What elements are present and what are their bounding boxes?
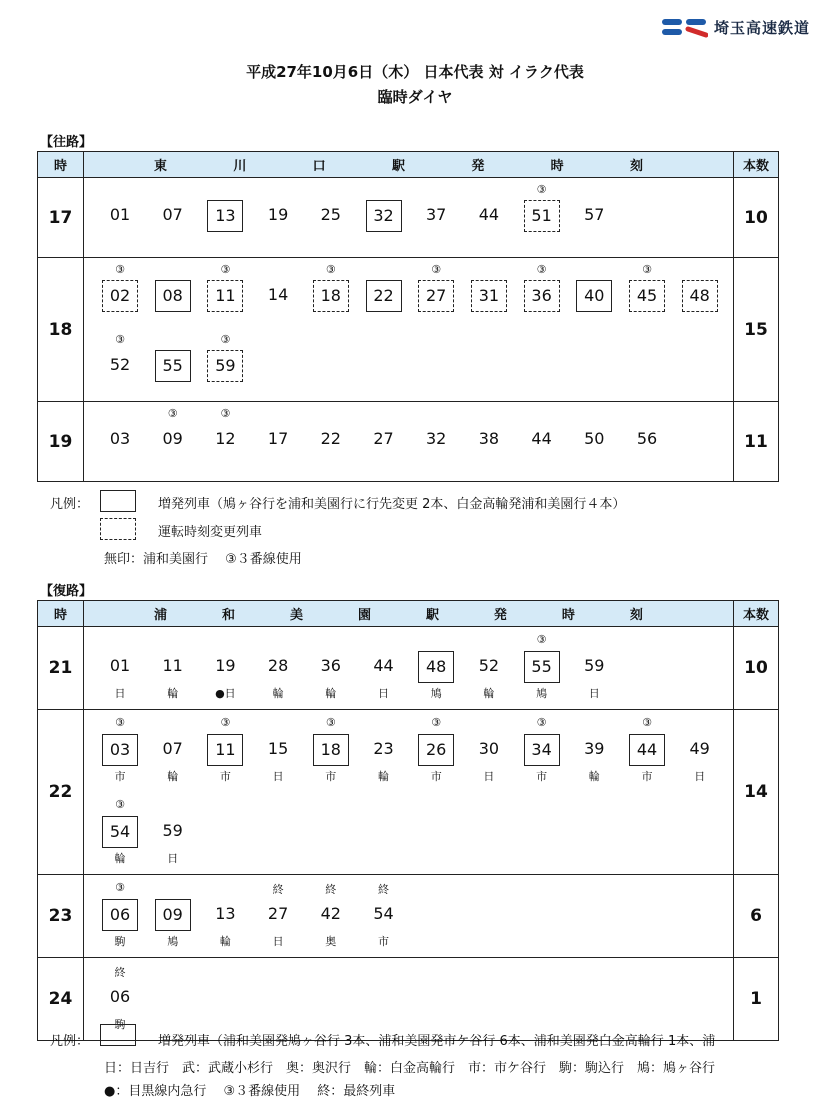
count-header: 本数 bbox=[734, 601, 779, 627]
departure-minute: 15 bbox=[267, 739, 289, 758]
departure-time bbox=[205, 710, 245, 792]
times-line bbox=[84, 627, 733, 709]
departure-time bbox=[205, 627, 245, 709]
hour-cell: 19 bbox=[38, 402, 84, 482]
station-header-char: 発 bbox=[493, 608, 507, 623]
destination-abbr: 市 bbox=[378, 935, 389, 948]
departure-minute: 08 bbox=[155, 280, 191, 312]
departure-minute: 39 bbox=[584, 739, 605, 758]
departure-time bbox=[100, 627, 140, 709]
departure-time bbox=[100, 875, 140, 957]
departure-minute: 11 bbox=[207, 280, 243, 312]
times-cell bbox=[84, 875, 734, 958]
destination-abbr: 鳩 bbox=[536, 687, 548, 700]
outbound-legend-box: 増発列車（鳩ヶ谷行を浦和美園行に行先変更 2本、白金高輪発浦和美園行４本） bbox=[158, 497, 626, 512]
station-header-char: 時 bbox=[561, 608, 575, 623]
inbound-label: 【復路】 bbox=[40, 584, 93, 599]
hour-row bbox=[38, 875, 779, 958]
departure-time bbox=[469, 402, 509, 472]
departure-minute: 25 bbox=[320, 205, 341, 224]
time-marker: ③ bbox=[536, 633, 547, 646]
time-marker: ③ bbox=[536, 263, 547, 276]
sr-logo-icon bbox=[662, 16, 708, 38]
count-cell: 14 bbox=[734, 710, 779, 875]
departure-minute: 31 bbox=[471, 280, 507, 312]
departure-time bbox=[100, 178, 140, 248]
page-subtitle: 臨時ダイヤ bbox=[377, 88, 453, 106]
departure-time bbox=[205, 328, 245, 398]
outbound-label: 【往路】 bbox=[40, 135, 93, 150]
times-line bbox=[84, 875, 733, 957]
departure-minute: 59 bbox=[162, 821, 183, 840]
destination-abbr: 日 bbox=[272, 935, 284, 948]
time-marker: ③ bbox=[536, 716, 547, 729]
departure-time bbox=[311, 178, 351, 248]
departure-time bbox=[205, 402, 245, 472]
departure-minute: 42 bbox=[320, 904, 341, 923]
station-header-char: 刻 bbox=[629, 608, 643, 623]
time-marker: ③ bbox=[642, 716, 652, 729]
hour-row bbox=[38, 178, 779, 258]
time-marker: ③ bbox=[325, 263, 336, 276]
station-header bbox=[84, 152, 734, 178]
count-cell: 10 bbox=[734, 627, 779, 710]
station-header-char: 時 bbox=[550, 159, 564, 174]
departure-minute: 59 bbox=[584, 656, 605, 675]
destination-abbr: 駒 bbox=[114, 1018, 126, 1031]
departure-minute: 48 bbox=[682, 280, 718, 312]
station-header-char: 発 bbox=[471, 159, 485, 174]
departure-time bbox=[258, 627, 298, 709]
departure-minute: 02 bbox=[102, 280, 138, 312]
departure-minute: 55 bbox=[155, 350, 191, 382]
departure-time bbox=[258, 258, 298, 328]
destination-abbr: 輪 bbox=[219, 935, 231, 948]
departure-minute: 44 bbox=[373, 656, 394, 675]
hour-cell: 17 bbox=[38, 178, 84, 258]
departure-time bbox=[522, 178, 562, 248]
outbound-legend-dash: 運転時刻変更列車 bbox=[158, 525, 263, 540]
departure-minute: 27 bbox=[418, 280, 454, 312]
destination-abbr: 輪 bbox=[325, 687, 337, 700]
station-header bbox=[84, 601, 734, 627]
departure-time bbox=[364, 258, 404, 328]
departure-minute: 44 bbox=[478, 205, 500, 224]
hour-row bbox=[38, 710, 779, 875]
departure-minute: 01 bbox=[109, 205, 131, 224]
outbound-timetable bbox=[37, 151, 779, 482]
count-cell: 6 bbox=[734, 875, 779, 958]
times-cell bbox=[84, 958, 734, 1041]
destination-abbr: 日 bbox=[114, 687, 126, 700]
departure-time bbox=[258, 710, 298, 792]
departure-minute: 37 bbox=[426, 205, 447, 224]
departure-time bbox=[258, 178, 298, 248]
departure-time bbox=[205, 258, 245, 328]
legend-dash-sample bbox=[100, 518, 136, 540]
destination-abbr: 輪 bbox=[167, 687, 179, 700]
departure-time bbox=[153, 178, 193, 248]
departure-minute: 36 bbox=[524, 280, 560, 312]
count-cell: 11 bbox=[734, 402, 779, 482]
departure-time bbox=[522, 258, 562, 328]
station-header-char: 和 bbox=[221, 608, 235, 623]
departure-minute: 22 bbox=[366, 280, 402, 312]
departure-time bbox=[469, 178, 509, 248]
time-marker: ③ bbox=[536, 183, 547, 196]
destination-abbr: ●日 bbox=[215, 687, 236, 700]
departure-time bbox=[153, 710, 193, 792]
hour-row bbox=[38, 402, 779, 482]
departure-minute: 03 bbox=[102, 734, 138, 766]
hour-header: 時 bbox=[38, 601, 84, 627]
times-line bbox=[84, 178, 733, 248]
departure-minute: 50 bbox=[584, 429, 605, 448]
departure-time bbox=[574, 178, 614, 248]
station-header-char: 刻 bbox=[629, 159, 643, 174]
time-marker: ③ bbox=[115, 881, 125, 894]
hour-cell: 22 bbox=[38, 710, 84, 875]
departure-time bbox=[153, 258, 193, 328]
station-header-char: 浦 bbox=[154, 608, 168, 623]
legend-box-sample bbox=[100, 490, 136, 512]
count-cell: 15 bbox=[734, 258, 779, 402]
departure-time bbox=[627, 710, 667, 792]
times-line bbox=[84, 328, 733, 398]
destination-abbr: 鳩 bbox=[167, 935, 179, 948]
time-marker: ③ bbox=[325, 716, 336, 729]
departure-time bbox=[364, 875, 404, 957]
departure-time bbox=[416, 402, 456, 472]
destination-abbr: 鳩 bbox=[430, 687, 442, 700]
departure-time bbox=[416, 258, 456, 328]
destination-abbr: 輪 bbox=[378, 770, 389, 783]
departure-time bbox=[469, 627, 509, 709]
departure-time bbox=[311, 258, 351, 328]
departure-time bbox=[311, 402, 351, 472]
departure-time bbox=[574, 710, 614, 792]
count-cell: 1 bbox=[734, 958, 779, 1041]
departure-minute: 09 bbox=[162, 429, 183, 448]
departure-minute: 51 bbox=[524, 200, 560, 232]
count-header: 本数 bbox=[734, 152, 779, 178]
inbound-timetable bbox=[37, 600, 779, 1041]
departure-time bbox=[258, 875, 298, 957]
departure-minute: 19 bbox=[267, 205, 289, 224]
departure-minute: 09 bbox=[155, 899, 191, 931]
departure-minute: 06 bbox=[102, 899, 138, 931]
count-cell: 10 bbox=[734, 178, 779, 258]
destination-abbr: 市 bbox=[641, 770, 653, 783]
departure-time bbox=[680, 258, 720, 328]
station-header-char: 美 bbox=[289, 608, 303, 623]
departure-time bbox=[153, 627, 193, 709]
departure-time bbox=[205, 875, 245, 957]
departure-minute: 18 bbox=[313, 280, 349, 312]
inbound-legend-label: 凡例： bbox=[50, 1034, 90, 1049]
departure-time bbox=[627, 258, 667, 328]
time-marker: ③ bbox=[115, 263, 125, 276]
times-cell bbox=[84, 258, 734, 402]
time-marker: ③ bbox=[220, 716, 231, 729]
departure-minute: 17 bbox=[267, 429, 289, 448]
hour-row bbox=[38, 958, 779, 1041]
destination-abbr: 市 bbox=[325, 770, 337, 783]
departure-minute: 19 bbox=[215, 656, 236, 675]
departure-time bbox=[311, 710, 351, 792]
hour-cell: 21 bbox=[38, 627, 84, 710]
departure-minute: 34 bbox=[524, 734, 560, 766]
times-line bbox=[84, 710, 733, 792]
departure-minute: 12 bbox=[215, 429, 236, 448]
departure-minute: 22 bbox=[320, 429, 341, 448]
departure-time bbox=[522, 402, 562, 472]
departure-time bbox=[574, 258, 614, 328]
outbound-legend-label: 凡例： bbox=[50, 497, 90, 512]
departure-minute: 52 bbox=[109, 355, 131, 374]
time-marker: 終 bbox=[378, 883, 389, 896]
station-header-char: 口 bbox=[312, 159, 326, 174]
departure-minute: 27 bbox=[267, 904, 289, 923]
departure-minute: 01 bbox=[109, 656, 131, 675]
departure-time bbox=[100, 328, 140, 398]
departure-minute: 32 bbox=[426, 429, 447, 448]
departure-time bbox=[416, 710, 456, 792]
time-marker: ③ bbox=[220, 407, 231, 420]
departure-time bbox=[522, 627, 562, 709]
departure-minute: 11 bbox=[207, 734, 243, 766]
station-header-char: 園 bbox=[357, 608, 371, 623]
times-line bbox=[84, 402, 733, 472]
hour-cell: 23 bbox=[38, 875, 84, 958]
inbound-legend-box: 増発列車（浦和美園発鳩ヶ谷行 3本、浦和美園発市ケ谷行 6本、浦和美園発白金高輪行 1本、浦 bbox=[158, 1034, 716, 1049]
departure-minute: 07 bbox=[162, 205, 183, 224]
departure-time bbox=[153, 328, 193, 398]
departure-time bbox=[258, 402, 298, 472]
time-marker: 終 bbox=[272, 883, 284, 896]
departure-time bbox=[416, 627, 456, 709]
departure-minute: 26 bbox=[418, 734, 454, 766]
departure-minute: 52 bbox=[478, 656, 500, 675]
departure-minute: 54 bbox=[102, 816, 138, 848]
time-marker: ③ bbox=[167, 407, 178, 420]
departure-minute: 59 bbox=[207, 350, 243, 382]
destination-abbr: 日 bbox=[272, 770, 284, 783]
departure-minute: 40 bbox=[576, 280, 612, 312]
departure-minute: 27 bbox=[373, 429, 394, 448]
time-marker: ③ bbox=[115, 333, 125, 346]
departure-minute: 13 bbox=[215, 904, 236, 923]
time-marker: ③ bbox=[431, 263, 442, 276]
departure-minute: 56 bbox=[636, 429, 658, 448]
station-header-char: 東 bbox=[154, 159, 168, 174]
departure-time bbox=[469, 258, 509, 328]
time-marker: ③ bbox=[220, 333, 231, 346]
departure-time bbox=[680, 710, 720, 792]
departure-time bbox=[364, 710, 404, 792]
hour-row bbox=[38, 258, 779, 402]
departure-minute: 44 bbox=[531, 429, 552, 448]
departure-minute: 14 bbox=[267, 285, 289, 304]
time-marker: 終 bbox=[114, 966, 126, 979]
hour-row bbox=[38, 627, 779, 710]
departure-minute: 55 bbox=[524, 651, 560, 683]
departure-minute: 18 bbox=[313, 734, 349, 766]
inbound-legend-destinations: 日：日吉行 武：武蔵小杉行 奥：奥沢行 輪：白金高輪行 市：市ケ谷行 駒：駒込行 鳩：鳩ヶ谷行 bbox=[104, 1061, 716, 1076]
departure-time bbox=[100, 402, 140, 472]
departure-time bbox=[100, 792, 140, 874]
departure-time bbox=[574, 402, 614, 472]
destination-abbr: 市 bbox=[114, 770, 126, 783]
company-logo bbox=[662, 16, 810, 38]
departure-time bbox=[364, 627, 404, 709]
departure-time bbox=[627, 402, 667, 472]
time-marker: ③ bbox=[220, 263, 231, 276]
departure-minute: 06 bbox=[109, 987, 131, 1006]
departure-minute: 38 bbox=[478, 429, 500, 448]
hour-cell: 18 bbox=[38, 258, 84, 402]
departure-minute: 49 bbox=[689, 739, 710, 758]
departure-minute: 03 bbox=[109, 429, 131, 448]
times-cell bbox=[84, 402, 734, 482]
departure-time bbox=[416, 178, 456, 248]
departure-minute: 11 bbox=[162, 656, 183, 675]
departure-minute: 07 bbox=[162, 739, 183, 758]
company-name: 埼玉高速鉄道 bbox=[713, 18, 810, 37]
station-header-char: 川 bbox=[233, 159, 247, 174]
destination-abbr: 駒 bbox=[114, 935, 126, 948]
destination-abbr: 日 bbox=[694, 770, 706, 783]
hour-cell: 24 bbox=[38, 958, 84, 1041]
departure-minute: 54 bbox=[373, 904, 394, 923]
departure-time bbox=[522, 710, 562, 792]
times-line bbox=[84, 792, 733, 874]
station-header-char: 駅 bbox=[425, 608, 439, 623]
departure-time bbox=[574, 627, 614, 709]
destination-abbr: 日 bbox=[167, 852, 179, 865]
departure-time bbox=[364, 178, 404, 248]
destination-abbr: 市 bbox=[219, 770, 231, 783]
time-marker: ③ bbox=[642, 263, 652, 276]
times-line bbox=[84, 958, 733, 1040]
departure-minute: 44 bbox=[629, 734, 665, 766]
departure-time bbox=[153, 792, 193, 874]
departure-time bbox=[364, 402, 404, 472]
destination-abbr: 日 bbox=[483, 770, 495, 783]
departure-time bbox=[100, 258, 140, 328]
inbound-legend-marks: ●：目黒線内急行 ③３番線使用 終：最終列車 bbox=[104, 1084, 396, 1099]
departure-time bbox=[100, 710, 140, 792]
destination-abbr: 奥 bbox=[325, 935, 337, 948]
times-cell bbox=[84, 710, 734, 875]
departure-minute: 32 bbox=[366, 200, 402, 232]
departure-minute: 48 bbox=[418, 651, 454, 683]
departure-minute: 30 bbox=[478, 739, 500, 758]
time-marker: ③ bbox=[115, 798, 125, 811]
destination-abbr: 輪 bbox=[272, 687, 284, 700]
page-title: 平成27年10月6日（木） 日本代表 対 イラク代表 bbox=[246, 63, 584, 81]
times-line bbox=[84, 258, 733, 328]
departure-minute: 57 bbox=[584, 205, 605, 224]
departure-minute: 45 bbox=[629, 280, 665, 312]
destination-abbr: 輪 bbox=[167, 770, 179, 783]
hour-header: 時 bbox=[38, 152, 84, 178]
time-marker: ③ bbox=[115, 716, 125, 729]
outbound-legend-note: 無印：浦和美園行 ③３番線使用 bbox=[104, 552, 302, 567]
destination-abbr: 輪 bbox=[483, 687, 495, 700]
departure-minute: 28 bbox=[267, 656, 289, 675]
destination-abbr: 輪 bbox=[588, 770, 600, 783]
legend-box-sample bbox=[100, 1024, 136, 1046]
times-cell bbox=[84, 627, 734, 710]
departure-time bbox=[469, 710, 509, 792]
destination-abbr: 輪 bbox=[114, 852, 126, 865]
departure-time bbox=[153, 402, 193, 472]
destination-abbr: 市 bbox=[430, 770, 442, 783]
destination-abbr: 市 bbox=[536, 770, 548, 783]
station-header-char: 駅 bbox=[391, 159, 405, 174]
destination-abbr: 日 bbox=[588, 687, 600, 700]
times-cell bbox=[84, 178, 734, 258]
departure-minute: 36 bbox=[320, 656, 341, 675]
departure-time bbox=[153, 875, 193, 957]
time-marker: 終 bbox=[325, 883, 337, 896]
destination-abbr: 日 bbox=[378, 687, 389, 700]
departure-minute: 13 bbox=[207, 200, 243, 232]
departure-time bbox=[205, 178, 245, 248]
departure-time bbox=[311, 627, 351, 709]
departure-time bbox=[311, 875, 351, 957]
departure-minute: 23 bbox=[373, 739, 394, 758]
time-marker: ③ bbox=[431, 716, 442, 729]
